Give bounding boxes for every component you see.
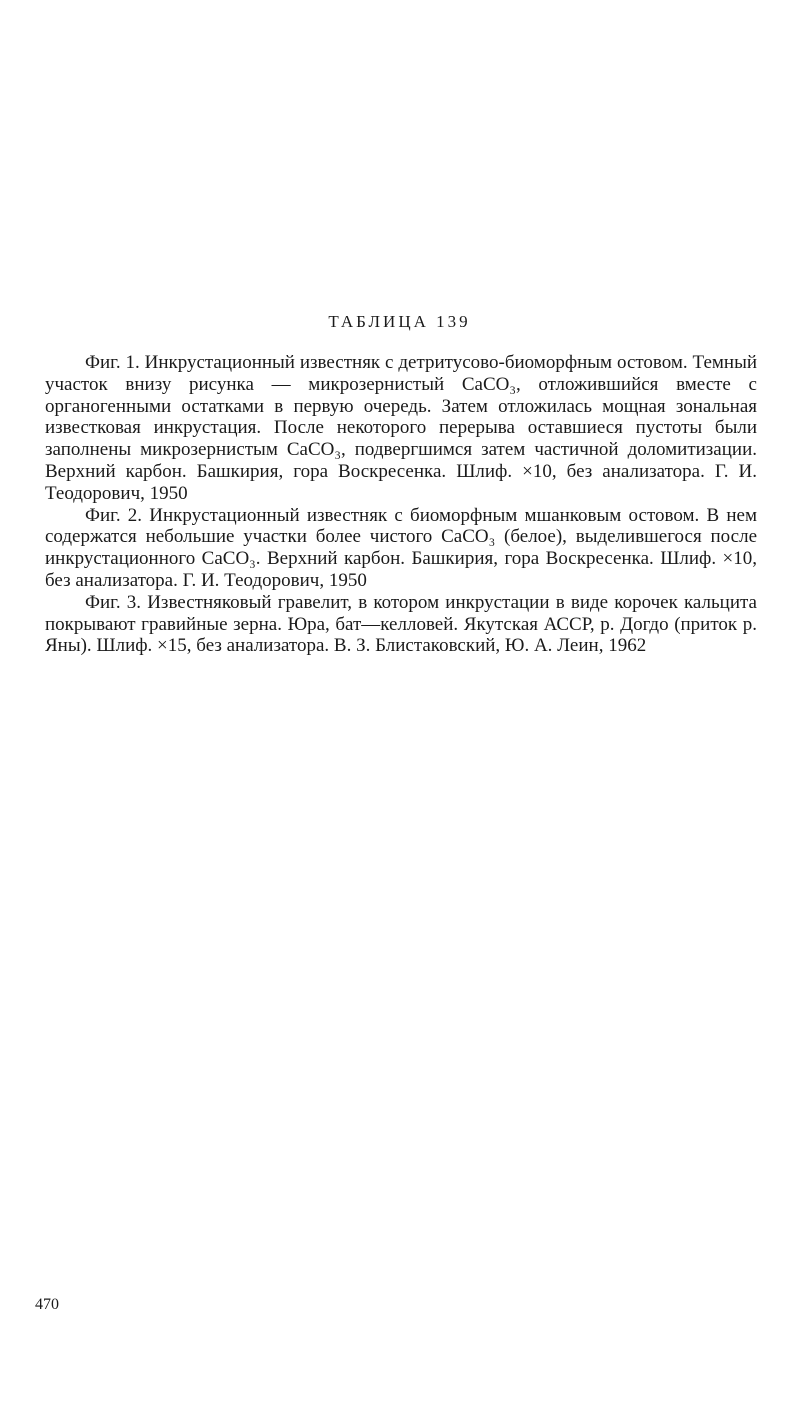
figure-captions xyxy=(45,352,757,657)
page-number: 470 xyxy=(35,1296,59,1313)
page-title: ТАБЛИЦА 139 xyxy=(328,312,471,331)
figure-caption-2: Фиг. 2. Инкрустационный известняк с биоморфным мшанковым остовом. В нем содержатся небольшие участки более чистого CaCO₃ (белое), выделившегося после инкрустационного CaCO₃. Верхний карбон. Башкирия, гора Воскресенка. Шлиф. ×10, без анализатора. Г. И. Теодорович, 1950 xyxy=(45,504,757,591)
figure-caption-1: Фиг. 1. Инкрустационный известняк с детритусово-биоморфным остовом. Темный участок внизу рисунка — микрозернистый CaCO₃, отложившийся вместе с органогенными остатками в первую очередь. Затем отложилась мощная зональная известковая инкрустация. После некоторого перерыва оставшиеся пустоты были заполнены микрозернистым CaCO₃, подвергшимся затем частичной доломитизации. Верхний карбон. Башкирия, гора Воскресенка. Шлиф. ×10, без анализатора. Г. И. Теодорович, 1950 xyxy=(45,352,757,504)
figure-caption-3: Фиг. 3. Известняковый гравелит, в котором инкрустации в виде корочек кальцита покрывают гравийные зерна. Юра, бат—келловей. Якутская АССР, р. Догдо (приток р. Яны). Шлиф. ×15, без анализатора. В. З. Блистаковский, Ю. А. Леин, 1962 xyxy=(45,591,757,657)
